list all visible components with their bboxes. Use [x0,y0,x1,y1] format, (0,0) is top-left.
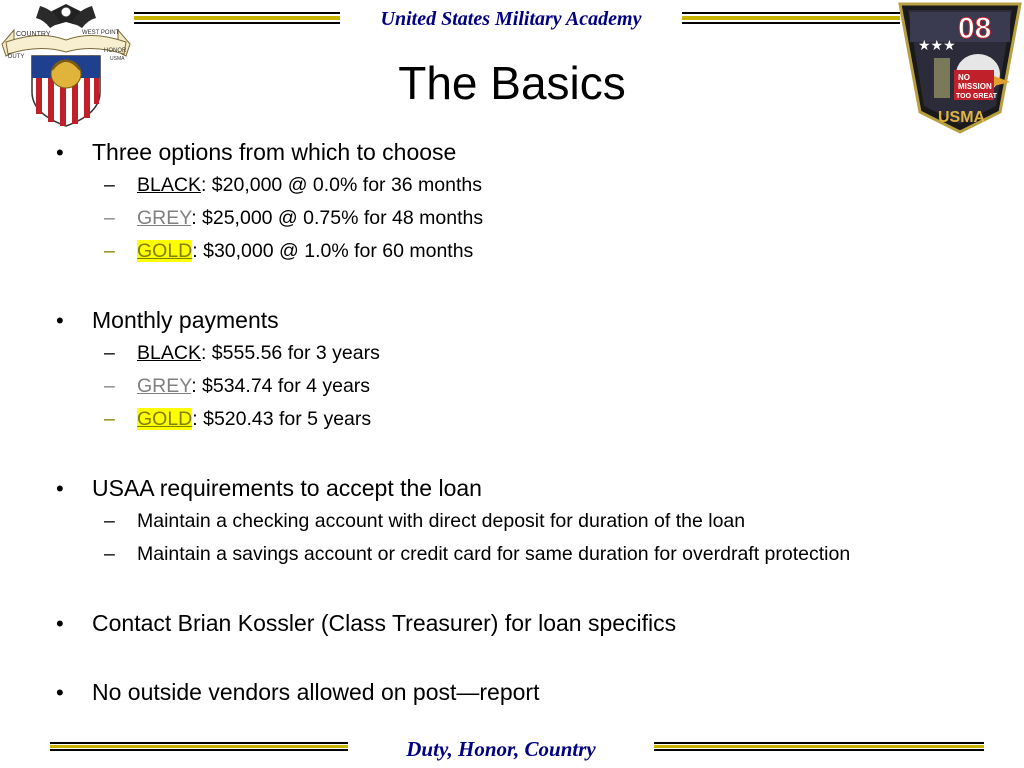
label-gold: GOLD [137,240,193,262]
crest-word-west-point: WEST POINT [82,30,120,36]
sub-item-text: : $20,000 @ 0.0% for 36 months [200,174,482,196]
sub-item-savings-account: Maintain a savings account or credit card for same duration for overdraft protection [137,543,851,565]
crest-word-usma: USMA [110,56,125,62]
footer-rule-right [654,742,984,754]
sub-dash: – [104,174,115,196]
bullet-options: Three options from which to choose [92,139,457,165]
bullet-marker: • [56,476,64,501]
sub-item-black-option [137,174,482,197]
sub-item-text: : $25,000 @ 0.75% for 48 months [191,207,484,229]
crest-motto-line2: MISSION [958,82,992,91]
footer-motto: Duty, Honor, Country [406,737,596,761]
crest-word-honor: HONOR [104,48,127,54]
sub-item-text: : $30,000 @ 1.0% for 60 months [192,240,474,262]
sub-dash: – [104,543,115,565]
crest-stars-icon: ★★★ [918,38,956,54]
usma-crest-logo [0,0,132,128]
label-grey: GREY [137,375,192,397]
label-black: BLACK [137,342,201,364]
bullet-marker: • [56,680,64,705]
sub-item-text: : $520.43 for 5 years [192,408,372,430]
crest-name: USMA [938,109,986,126]
label-grey: GREY [137,207,192,229]
header-rule-right [682,12,900,28]
class-crest-logo [896,0,1024,134]
bullet-contact-treasurer: Contact Brian Kossler (Class Treasurer) for loan specifics [92,610,677,636]
sub-item-black-payment [137,342,380,365]
bullet-marker: • [56,308,64,333]
sub-item-gold-option [137,240,473,263]
bullet-marker: • [56,140,64,165]
sub-dash: – [104,408,115,430]
crest-word-country: COUNTRY [16,31,51,38]
bullet-monthly-payments: Monthly payments [92,307,279,333]
sub-item-checking-account: Maintain a checking account with direct deposit for duration of the loan [137,510,746,532]
sub-item-text: : $555.56 for 3 years [200,342,380,364]
sub-dash: – [104,375,115,397]
crest-word-duty: DUTY [8,54,25,60]
crest-motto-line1: NO [958,73,970,82]
sub-dash: – [104,207,115,229]
sub-dash: – [104,240,115,262]
slide-title: The Basics [398,57,626,109]
academy-name: United States Military Academy [380,8,642,30]
bullet-usaa-requirements: USAA requirements to accept the loan [92,475,482,501]
sub-item-text: : $534.74 for 4 years [191,375,371,397]
bullet-marker: • [56,611,64,636]
sub-item-gold-payment [137,408,371,431]
sub-item-grey-option [137,207,483,230]
bullet-no-vendors: No outside vendors allowed on post—report [92,679,540,705]
sub-dash: – [104,342,115,364]
crest-motto-line3: TOO GREAT [956,93,997,100]
label-black: BLACK [137,174,201,196]
footer-rule-left [50,742,348,754]
label-gold: GOLD [137,408,193,430]
crest-year: 08 [958,12,992,45]
sub-dash: – [104,510,115,532]
header-rule-left [134,12,340,28]
sub-item-grey-payment [137,375,370,398]
